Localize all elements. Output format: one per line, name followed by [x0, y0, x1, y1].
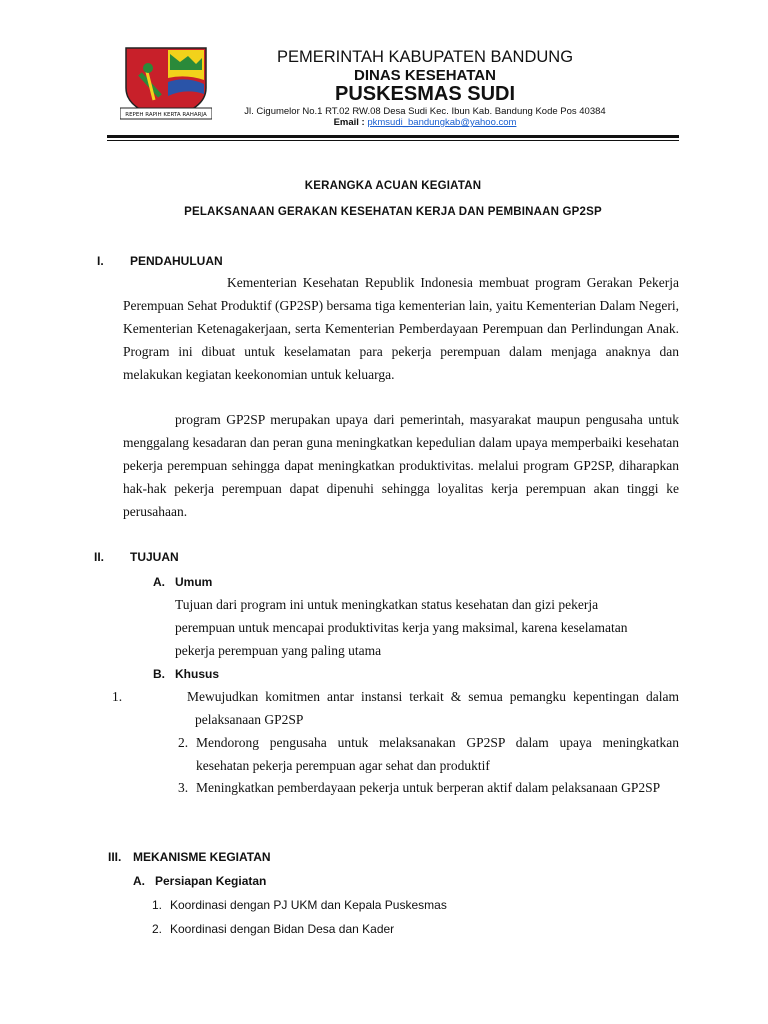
letterhead-rule-thin	[107, 140, 679, 141]
kabupaten-bandung-logo	[120, 44, 212, 126]
section-1-number: I.	[97, 254, 104, 268]
letterhead-government: PEMERINTAH KABUPATEN BANDUNG	[276, 48, 574, 66]
letterhead-address: Jl. Cigumelor No.1 RT.02 RW.08 Desa Sudi Kec. Ibun Kab. Bandung Kode Pos 40384	[244, 106, 606, 117]
khusus-item-3-number: 3.	[178, 780, 189, 795]
section-2a-label: A.	[153, 575, 165, 589]
section-3-heading: MEKANISME KEGIATAN	[133, 850, 271, 864]
section-2-heading: TUJUAN	[130, 550, 179, 564]
khusus-item-1-text: Mewujudkan komitmen antar instansi terkait & semua pemangku kepentingan dalam pelaksanaan GP2SP	[187, 689, 679, 727]
letterhead-puskesmas: PUSKESMAS SUDI	[334, 83, 516, 105]
section-1-heading: PENDAHULUAN	[130, 254, 223, 268]
document-title: KERANGKA ACUAN KEGIATAN	[304, 180, 482, 192]
letterhead-rule-thick	[107, 135, 679, 138]
persiapan-item-2-text: Koordinasi dengan Bidan Desa dan Kader	[170, 922, 395, 936]
section-3a-label: A.	[133, 874, 145, 888]
logo-ribbon-text: REPEH RAPIH KERTA RAHARJA	[125, 112, 207, 118]
umum-text: Tujuan dari program ini untuk meningkatkan status kesehatan dan gizi pekerja perempuan untuk mencapai produktivitas kerja yang maksimal, karena keselamatan pekerja perempuan yang paling utama	[175, 597, 628, 658]
khusus-item-2-text: Mendorong pengusaha untuk melaksanakan GP2SP dalam upaya meningkatkan kesehatan pekerja perempuan agar sehat dan produktif	[196, 735, 679, 773]
khusus-item-2-number: 2.	[178, 735, 189, 750]
document-subtitle: PELAKSANAAN GERAKAN KESEHATAN KERJA DAN PEMBINAAN GP2SP	[184, 206, 602, 218]
persiapan-item-2-number: 2.	[152, 922, 163, 936]
email-label: Email :	[333, 117, 365, 128]
intro-paragraph-1: Kementerian Kesehatan Republik Indonesia membuat program Gerakan Pekerja Perempuan Sehat Produktif (GP2SP) bersama tiga kementerian lain, yaitu Kementerian Dalam Negeri, Kementerian Ketenagakerjaan, serta Kementerian Pemberdayaan Perempuan dan Perlindungan Anak. Program ini dibuat untuk keselamatan para pekerja perempuan dalam menjaga anaknya dan melakukan kegiatan keekonomian untuk keluarga.	[123, 275, 679, 382]
section-2b-label: B.	[153, 667, 165, 681]
email-link[interactable]: pkmsudi_bandungkab@yahoo.com	[367, 117, 517, 128]
section-2a-heading: Umum	[175, 575, 213, 589]
khusus-item-1-number: 1.	[112, 689, 123, 704]
section-2-number: II.	[94, 550, 105, 564]
persiapan-item-1-number: 1.	[152, 898, 163, 912]
letterhead-department: DINAS KESEHATAN	[354, 67, 496, 84]
section-2b-heading: Khusus	[175, 667, 220, 681]
section-3a-heading: Persiapan Kegiatan	[155, 874, 267, 888]
khusus-item-3-text: Meningkatkan pemberdayaan pekerja untuk berperan aktif dalam pelaksanaan GP2SP	[196, 780, 661, 795]
letterhead-email-line	[218, 117, 632, 129]
persiapan-item-1-text: Koordinasi dengan PJ UKM dan Kepala Puskesmas	[170, 898, 447, 912]
intro-paragraph-2: program GP2SP merupakan upaya dari pemerintah, masyarakat maupun pengusaha untuk menggalang kesadaran dan peran guna meningkatkan kepedulian dalam upaya memperbaiki kesehatan pekerja perempuan sehingga dapat meningkatkan produktivitas. melalui program GP2SP, diharapkan hak-hak pekerja perempuan dapat dipenuhi sehingga loyalitas kerja perempuan akan tinggi ke perusahaan.	[123, 412, 679, 519]
section-3-number: III.	[108, 850, 122, 864]
